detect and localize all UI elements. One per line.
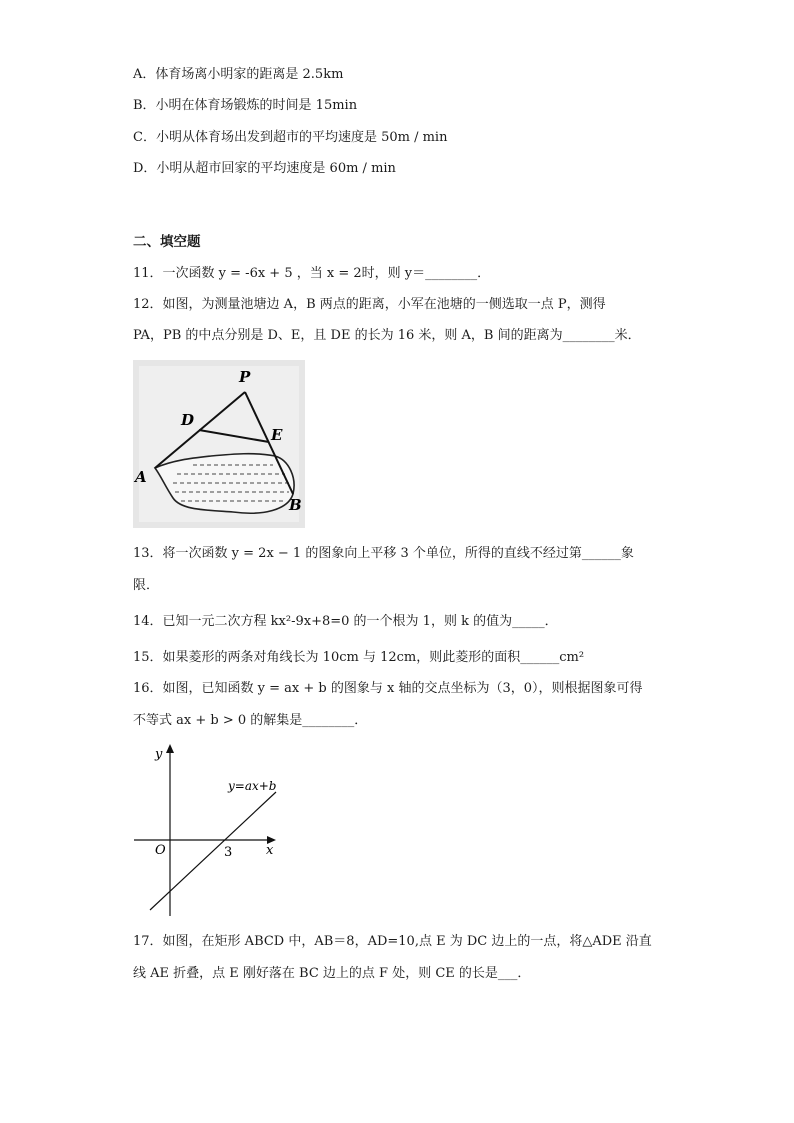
question-17-line2: 线 AE 折叠，点 E 刚好落在 BC 边上的点 F 处，则 CE 的长是___．: [133, 966, 531, 981]
question-15: 15．如果菱形的两条对角线长为 10cm 与 12cm，则此菱形的面积______cm²: [133, 650, 585, 665]
option-c: C．小明从体育场出发到超市的平均速度是 50m / min: [133, 130, 448, 145]
function-line: [150, 792, 276, 910]
y-axis-label: y: [155, 747, 163, 762]
point-label-D: D: [181, 411, 195, 429]
point-label-B: B: [289, 496, 302, 514]
question-17-line1: 17．如图，在矩形 ABCD 中，AB＝8，AD=10,点 E 为 DC 边上的一点，将△ADE 沿直: [133, 934, 652, 949]
y-axis-arrow: [166, 744, 174, 753]
question-12-line1: 12．如图，为测量池塘边 A，B 两点的距离，小军在池塘的一侧选取一点 P，测得: [133, 297, 606, 312]
point-label-E: E: [271, 426, 283, 444]
point-label-P: P: [239, 368, 251, 386]
line-equation-label: y=ax+b: [228, 779, 277, 793]
function-graph: [130, 740, 290, 920]
question-13-line2: 限．: [133, 578, 160, 593]
question-13-line1: 13．将一次函数 y = 2x − 1 的图象向上平移 3 个单位，所得的直线不经过第______象: [133, 546, 634, 561]
option-d: D．小明从超市回家的平均速度是 60m / min: [133, 161, 396, 176]
origin-label: O: [155, 843, 166, 858]
question-16-line2: 不等式 ax + b > 0 的解集是________．: [133, 713, 368, 728]
option-a: A．体育场离小明家的距离是 2.5km: [133, 67, 344, 82]
pond-figure: [133, 360, 305, 528]
point-label-A: A: [135, 468, 147, 486]
x-intercept-label: 3: [224, 845, 233, 860]
section-title: 二、填空题: [133, 234, 201, 250]
question-11: 11．一次函数 y = -6x + 5 ，当 x = 2时，则 y＝________．: [133, 266, 491, 281]
question-12-line2: PA，PB 的中点分别是 D、E，且 DE 的长为 16 米，则 A，B 间的距离为________米．: [133, 328, 641, 343]
question-16-line1: 16．如图，已知函数 y = ax + b 的图象与 x 轴的交点坐标为（3，0），则根据图象可得: [133, 681, 643, 696]
option-b: B．小明在体育场锻炼的时间是 15min: [133, 98, 358, 113]
question-14: 14．已知一元二次方程 kx²-9x+8=0 的一个根为 1，则 k 的值为_____．: [133, 614, 558, 629]
x-axis-label: x: [266, 843, 274, 858]
